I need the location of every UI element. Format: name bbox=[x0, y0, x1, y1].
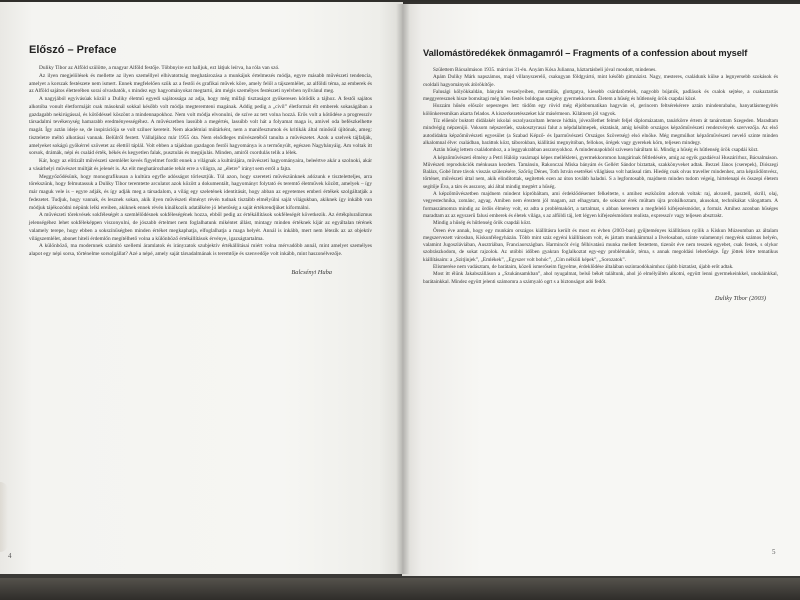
right-page-signature: Duliky Tibor (2003) bbox=[714, 294, 766, 302]
left-page-body bbox=[29, 65, 372, 259]
right-page bbox=[402, 4, 800, 576]
backdrop-bottom bbox=[0, 578, 800, 600]
page-number-right: 5 bbox=[772, 548, 776, 556]
right-page-body bbox=[423, 67, 778, 286]
right-paragraph: Apám Duliky Márk napszámos, majd villanyszerelő, csakugyan földgyártó, mint később gimnázist. Nagy, mesteres, családunk külse a legnyersebb szokások és csoldali hagyományok átörökítője. bbox=[423, 74, 778, 88]
left-page-signature: Balcsényi Huba bbox=[291, 268, 332, 276]
right-paragraph: Születtem Bácsalmáson 1935. március 31-én. Anyám Kósa Julianna, háztartásbeli jóval mosdott, mindenes. bbox=[433, 67, 657, 73]
right-paragraph: Falusági kölyökkaldán, bányám veszelyeiben, menttálás, glottgatya, kiesebb csárdatörtelek, nagyobb bújatók, padlások és csalok sejtése, a csakaztartás meggyeresznek hisze bomsítagi még hűen festés boldogan szegény gyermekkorom. Életem a hűség és hűtlenség örök csapdai közé. bbox=[423, 88, 778, 103]
left-paragraph: A nagyjából egyívásúak közül a Duliky életmű egyedi sajátossága az adja, hogy még műfaji tisztaságot gyökeresen kötődik a tájhoz. A festői sajátos alkotóba vonult életformáját csak másoknál sokkal később volt módja megteremteni magának. Addig pedig a „civil” életformát élt emberek sokaságában a gazdagabb nekirúgással, és kötődéssel köszönt a mindennapokhoz. Nem volt módja elvonulni, de szíve az tett volna hozzá. Erős volt a kötődése a progresszív társadalmi tevékenység hamarabb eredményességéhez. A művészetben lassúbb a megértés, lassúbb volt hát a folyamat maga is, amivel oda befészkelhette magát. Így aztán ideje se, de inspirációja se volt sziluer kereteit. Nem akadémiai műtárként, nem a manifesztumok és kritikák által minősül újítónak, ameg: tiszteletre méltó alkotásai vannak. Belülről festett. Vállaljához már 1955 óta. Nem elsődleges művészetéből tanulta a művészetet. Azok a szelvek tájfalják, amelyeket sokágú gyökérrel szövetet az élettől táplál. Volt ebben a tájakban gazdagon festői hagyománya is a termőnyúlt, egészen Nagybányáig. Am voltak itt sorsok, drámák, népi és család érték, békés és kegyetlen falak, pusztulás és megújulás. Minden, amiről csordulás telik a lélek. bbox=[29, 96, 372, 157]
right-paragraph: Most itt élünk Jakabszálláson a „Szukánsamkban”, ahol nyugalmat, belső békét találtunk, ahol jó elmélyültén alkotni, együtt lenni gyermekeinkkel, unokáinkkal, barátainkkal. Mindez együtt jelenti számomra a számyaló ogrt s a biztonságot adó fedőt. bbox=[423, 271, 778, 285]
right-paragraph: Aztán hűség lettem családomhoz, a a leggyakrabban asszonyokhoz. A mindennapokból szívesen háráltam ki. Mindig a hűség és hűtlenség örök csapdái közt. bbox=[433, 147, 759, 154]
left-paragraph: Kár, hogy az elitizált művészeti szemlélet kevés figyelmet fordít ennek a világnak a kultúrájára, művészeti hagyományaira, beleértve akár a szolnoki, akár a vásárhelyi művészet múltját és jelenét is. Az elit meghatározhatóe tehát erre a világra, az „életre” irányt sem erről a fajta. bbox=[29, 158, 372, 172]
left-paragraph: A különböző, ma modernnek számító szellemi áramlatok és irányzatok szubjektív értékállításai miért volna mérvadóbb annál, mint amelyet személyes alapot egy népi sorsa, történelme sorsolgállat? Azé a népé, amely saját társadalmának is teremtője és szenvedője volt inkább, mint haszonélvezője. bbox=[29, 243, 372, 257]
right-page-content bbox=[423, 48, 778, 302]
left-page-heading: Előszó – Preface bbox=[29, 44, 117, 56]
right-paragraph: A képzőművészeti élmény a Petri Hálóip vasárnapi képes mellékletei, gyermekkoromon hangárinak féltledésére, amíg az egyik gazdáéval Huszárírhoz, Bácsalmáson. Művészeti reprodukciók ménkusan kezdem. Tamánsin, Rakonczai Miska bányám és Gellért Sándor biztattak, szakkönyveket adtak. Bezzel János (cserepek), Diószegi Balázs, Gobé Imre távok visszás szülezésére, Szőrög Dénes, Toth István esetrékei világlássa volt hatással rám. Hiedég csak olvas traveller mindenhez, arra képződőmvész, történet, művészeti úttal nem, akik elindítottak, segítettek ezen az úton tovább haladni. S a legfontosabb, majdnem minden tudom végeig, hirtelenapi és összepi életem segítője Éva, a társ és asszony, aki által mindig megtért a hűség. bbox=[423, 154, 778, 190]
right-paragraph: A képzőművészetben majdnem mindent kipróbáltam, ami érdeklődésemet felkeltette, s amihez eszközöm adotvak voltak: raj, akvarell, pasztell, skrill, olaj, vegyestechnika, zománc, agyag. Amiben nem éreztem jól magam, azt elhagytam, de sokszor érek múltam újra probálkoztam, akusokat, technikákat válogattam. A formaszámomra mindig az ördös élmény volt, ez adta a problémakört, a tartalmat, s abban kerestem a megfelelő kifejezésmódot, a formát. Amihez azonban hűséges maradtam az az egyszerű falusi emberek és életek világa, s az alföldi táj, lett légyen kifejezésmódom realista, expresszív vagy teljesen absztrakt. bbox=[423, 191, 778, 219]
right-paragraph: Mindig a hűség és hűtlenség örök csapdái közt. bbox=[433, 220, 532, 227]
book-gutter bbox=[396, 4, 410, 574]
right-paragraph: Elismerése nem vadásztam, de barátaim, közeli ismerőseim figyelme, érdeklődése általában sszintaodókaimhoz újabb biztatást, újabb erőt adtak. bbox=[433, 264, 734, 271]
left-paragraph: A művészeti törekvések sokféleségét a szemlélődésnek sokféleségének hozza, ebből pedig az értékállítások sokféleségét következik. Az értékpluralizmus jelenségéhez lehet sokféleképpen viszonyulni, de jószabb értelmet nem foglalhatunk mikéntet állást, mintagy minden értéknek kijár az egyáltalan térének valamely terepe, hogy ebben a sokszínűségben minden értéket megkaphatja, elfoglalhatja a maga helyét. Annál is inkább, mert nem létezik az az objektív világszemlélet, abonet hiteli érdemlőn megítélhető volna a különböző értékállítások érvénye, igazságtartalma. bbox=[29, 212, 372, 242]
left-page-content bbox=[29, 44, 372, 276]
right-paragraph: Öreen éve annak, hogy egy munkám országos kiállításra került és most ez évben (2003-ban) gyűjteményes kiállításon nyílik a Kiskun Múzeumban az általam megszervezett városban, Kiskunfélegyházán. Több mint száz egyéni kiállításom volt, és jártam munkáimmal a Ilvelosaban, szinte valamennyi megyénk számos helyén, valamint Jugoszláviában, Ausztriában, Franciaországban. Harmincöt évig félhivatású munka mellett festettem, tizenöt éve nem tesszek egyebet, csak festek, s olykor szobrászkodom, de sokat rajzolok. Az utóbbi időben gyakran foglalkoztat egy-egy problémakör, téma, s annak megoldási lehetősége. Így jöttek létre tematikus kiállításaim: a „Szitjinjek”, „Emlékek”, „Egyszer volt bohóc”, „Cím nélküli képek”, „Sorozatok”. bbox=[423, 227, 778, 263]
page-number-left: 4 bbox=[8, 552, 12, 560]
right-paragraph: Hozzám hűsén először sepesreges lett: tüdőm egy rövid még éljobbomatikan hagyván el, gerincem feltsérekérere aztán mindenrabahu, hanyatlásmegyítés kölönkeresmikan akarta felados. A kiszerkezetésszeket kár másérmeon. Kilátnem jól vagyok. bbox=[423, 103, 778, 117]
right-page-heading: Vallomástöredékek önmagamról – Fragments of a confession about myself bbox=[423, 48, 748, 58]
left-paragraph: Duliky Tibor az Alföld szülötte, a magyar Alföld festője. Többnyire ezt halljuk, ezt látjuk leírva, ha róla van szó. bbox=[39, 65, 280, 71]
left-paragraph: Az ilyen megjelölések és mellette az ilyen személlyel elhivatottság meghatározása a munkájuk értelmezés módja, egyre másabb művészeti tendencia, amelyet a korszak festészete nem ismert. Ennek megfelelően szűk az a festői és grafikai művek köre, amely felől a tájszemlélet, az alföldi téma, az emberek és az Alföld sajátos életterében sorai olvashatók, s mindez egy hagyományokat megtartó, ám mégis személyes festészeti nyelvben nyilvánul meg. bbox=[29, 72, 372, 95]
thumb-shadow bbox=[0, 482, 8, 552]
left-paragraph: Meggyőződésünk, hogy monografikusan a kultúra egyfle adósságot törlesztjük. Túl azon, hogy szereteti művészünknek adózunk e tiszteletteljes, arra törekszünk, hogy felmutassuk a Duliky Tibor teremtette arculatot azok között a dokumentált, hagyományt folytató és teremtő életművek között, amelyek – így már maguk vele is – egyre adják, és így adják meg a társadalom, a világ egy szeletének identitását, hogy abban az egyetemes emberi értékek szolgáltatják a fedezetet. Tudjuk, hogy vannak, és lesznek sokan, akik ilyen művészeti élményt révén tudnak tisztább elmélyülni saját világukban, akiknek így inkább van módjuk tájékozódni népünk lelki ereiben, akiknek ennek révén kínálkozik adatálkére jó lehetőség a saját értékrendjüket kiformálni. bbox=[29, 173, 372, 211]
right-paragraph: Tíz előenör buktott didálakét iskolai oszolyaszoltam lemeze hidtán, jóvezőlethet felmét feljel diplomázatam, tanárkörre értem át tanárottam Szegeden. Maradtam mindvégig népzenijö. Voksom népszerűek, szakosztyrasai falut a népdallalmepek, oktatását, amíg később országos képzőművészeti rendezvények szervezőja. Az első autodidakta képzőművészeti egyesület (a Szabad Képző- és Iparművészeti Országos Szövetség) elsó elnöke. Még megmúlkot képzőművészeti nevelő szinte minden alkalomnal élve: családban, baráttok közt, táborokban, kiállítási megnyitóban, fellokos, örégek vagy gyerekek körn, teljesen mindegy. bbox=[423, 118, 778, 146]
left-page bbox=[0, 2, 403, 574]
